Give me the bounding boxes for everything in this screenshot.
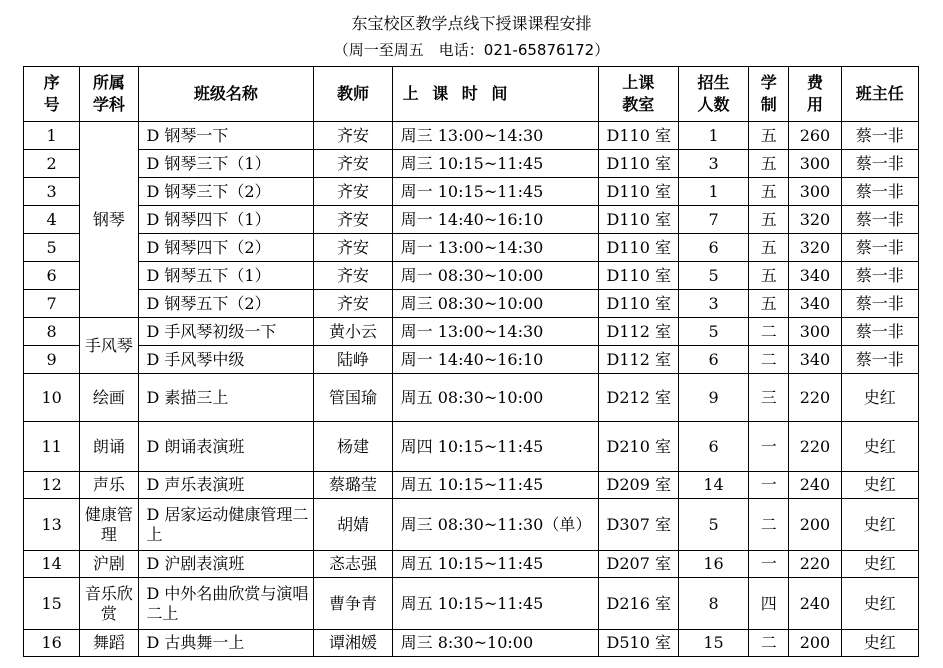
cell-term: 五 bbox=[749, 150, 789, 178]
schedule-table bbox=[23, 66, 919, 657]
cell-class-name: D 居家运动健康管理二上 bbox=[138, 499, 314, 551]
cell-enroll: 15 bbox=[678, 630, 748, 657]
cell-enroll: 7 bbox=[678, 206, 748, 234]
cell-room: D216 室 bbox=[598, 578, 678, 630]
cell-teacher: 杨建 bbox=[314, 422, 392, 472]
header-time: 上 课 时 间 bbox=[392, 67, 598, 122]
table-row bbox=[24, 262, 919, 290]
cell-class-name: D 钢琴三下（1） bbox=[138, 150, 314, 178]
cell-term: 四 bbox=[749, 578, 789, 630]
cell-head-teacher: 蔡一非 bbox=[841, 122, 918, 150]
cell-seq: 10 bbox=[24, 374, 80, 422]
cell-head-teacher: 蔡一非 bbox=[841, 234, 918, 262]
cell-seq: 15 bbox=[24, 578, 80, 630]
cell-fee: 220 bbox=[789, 374, 841, 422]
cell-seq: 9 bbox=[24, 346, 80, 374]
cell-teacher: 曹争青 bbox=[314, 578, 392, 630]
table-row bbox=[24, 122, 919, 150]
header-term: 学 制 bbox=[749, 67, 789, 122]
cell-fee: 200 bbox=[789, 499, 841, 551]
cell-teacher: 管国瑜 bbox=[314, 374, 392, 422]
header-row bbox=[24, 67, 919, 122]
cell-fee: 240 bbox=[789, 472, 841, 499]
cell-seq: 2 bbox=[24, 150, 80, 178]
cell-time: 周三 08:30~10:00 bbox=[392, 290, 598, 318]
cell-subject: 沪剧 bbox=[80, 551, 138, 578]
cell-teacher: 陆峥 bbox=[314, 346, 392, 374]
cell-subject: 健康管理 bbox=[80, 499, 138, 551]
cell-time: 周五 10:15~11:45 bbox=[392, 551, 598, 578]
header-teacher: 教师 bbox=[314, 67, 392, 122]
cell-room: D110 室 bbox=[598, 150, 678, 178]
cell-seq: 16 bbox=[24, 630, 80, 657]
cell-head-teacher: 史红 bbox=[841, 551, 918, 578]
cell-subject: 绘画 bbox=[80, 374, 138, 422]
cell-subject: 舞蹈 bbox=[80, 630, 138, 657]
cell-time: 周一 14:40~16:10 bbox=[392, 206, 598, 234]
cell-head-teacher: 史红 bbox=[841, 630, 918, 657]
cell-head-teacher: 蔡一非 bbox=[841, 290, 918, 318]
cell-teacher: 齐安 bbox=[314, 262, 392, 290]
cell-time: 周五 10:15~11:45 bbox=[392, 472, 598, 499]
cell-head-teacher: 蔡一非 bbox=[841, 206, 918, 234]
table-row bbox=[24, 150, 919, 178]
cell-enroll: 5 bbox=[678, 499, 748, 551]
cell-class-name: D 钢琴三下（2） bbox=[138, 178, 314, 206]
cell-seq: 4 bbox=[24, 206, 80, 234]
cell-fee: 260 bbox=[789, 122, 841, 150]
cell-fee: 220 bbox=[789, 422, 841, 472]
cell-term: 五 bbox=[749, 122, 789, 150]
cell-teacher: 齐安 bbox=[314, 206, 392, 234]
cell-seq: 14 bbox=[24, 551, 80, 578]
cell-seq: 3 bbox=[24, 178, 80, 206]
cell-room: D112 室 bbox=[598, 318, 678, 346]
cell-class-name: D 朗诵表演班 bbox=[138, 422, 314, 472]
cell-enroll: 1 bbox=[678, 178, 748, 206]
cell-teacher: 忞志强 bbox=[314, 551, 392, 578]
cell-teacher: 黄小云 bbox=[314, 318, 392, 346]
table-row bbox=[24, 346, 919, 374]
cell-seq: 5 bbox=[24, 234, 80, 262]
cell-time: 周一 13:00~14:30 bbox=[392, 318, 598, 346]
cell-room: D110 室 bbox=[598, 206, 678, 234]
cell-head-teacher: 蔡一非 bbox=[841, 346, 918, 374]
cell-seq: 8 bbox=[24, 318, 80, 346]
cell-seq: 1 bbox=[24, 122, 80, 150]
cell-time: 周一 13:00~14:30 bbox=[392, 234, 598, 262]
cell-room: D510 室 bbox=[598, 630, 678, 657]
cell-term: 五 bbox=[749, 234, 789, 262]
cell-room: D112 室 bbox=[598, 346, 678, 374]
cell-class-name: D 手风琴初级一下 bbox=[138, 318, 314, 346]
cell-class-name: D 钢琴一下 bbox=[138, 122, 314, 150]
cell-room: D207 室 bbox=[598, 551, 678, 578]
table-row bbox=[24, 290, 919, 318]
cell-time: 周一 10:15~11:45 bbox=[392, 178, 598, 206]
cell-enroll: 3 bbox=[678, 150, 748, 178]
cell-fee: 340 bbox=[789, 346, 841, 374]
cell-fee: 340 bbox=[789, 262, 841, 290]
cell-enroll: 14 bbox=[678, 472, 748, 499]
cell-term: 二 bbox=[749, 346, 789, 374]
cell-term: 二 bbox=[749, 318, 789, 346]
cell-class-name: D 钢琴五下（1） bbox=[138, 262, 314, 290]
cell-seq: 7 bbox=[24, 290, 80, 318]
cell-enroll: 9 bbox=[678, 374, 748, 422]
cell-term: 五 bbox=[749, 262, 789, 290]
cell-room: D307 室 bbox=[598, 499, 678, 551]
cell-time: 周三 8:30~10:00 bbox=[392, 630, 598, 657]
cell-room: D210 室 bbox=[598, 422, 678, 472]
cell-term: 五 bbox=[749, 290, 789, 318]
cell-head-teacher: 蔡一非 bbox=[841, 318, 918, 346]
cell-head-teacher: 史红 bbox=[841, 578, 918, 630]
header-head-teacher: 班主任 bbox=[841, 67, 918, 122]
cell-room: D110 室 bbox=[598, 234, 678, 262]
cell-term: 一 bbox=[749, 422, 789, 472]
cell-head-teacher: 史红 bbox=[841, 422, 918, 472]
cell-fee: 340 bbox=[789, 290, 841, 318]
table-row bbox=[24, 178, 919, 206]
cell-teacher: 蔡璐莹 bbox=[314, 472, 392, 499]
cell-class-name: D 钢琴四下（2） bbox=[138, 234, 314, 262]
header-fee: 费 用 bbox=[789, 67, 841, 122]
cell-teacher: 齐安 bbox=[314, 122, 392, 150]
page-subtitle: （周一至周五 电话：021-65876172） bbox=[333, 41, 610, 59]
cell-fee: 320 bbox=[789, 206, 841, 234]
cell-room: D110 室 bbox=[598, 290, 678, 318]
table-row bbox=[24, 318, 919, 346]
cell-subject: 声乐 bbox=[80, 472, 138, 499]
table-row bbox=[24, 551, 919, 578]
table-row bbox=[24, 374, 919, 422]
cell-teacher: 胡婧 bbox=[314, 499, 392, 551]
cell-class-name: D 沪剧表演班 bbox=[138, 551, 314, 578]
cell-head-teacher: 史红 bbox=[841, 374, 918, 422]
cell-class-name: D 素描三上 bbox=[138, 374, 314, 422]
cell-teacher: 齐安 bbox=[314, 234, 392, 262]
cell-head-teacher: 史红 bbox=[841, 472, 918, 499]
cell-room: D110 室 bbox=[598, 122, 678, 150]
cell-room: D110 室 bbox=[598, 262, 678, 290]
table-row bbox=[24, 630, 919, 657]
cell-enroll: 1 bbox=[678, 122, 748, 150]
cell-term: 五 bbox=[749, 206, 789, 234]
cell-class-name: D 古典舞一上 bbox=[138, 630, 314, 657]
cell-enroll: 5 bbox=[678, 318, 748, 346]
table-row bbox=[24, 499, 919, 551]
cell-head-teacher: 蔡一非 bbox=[841, 150, 918, 178]
table-row bbox=[24, 422, 919, 472]
cell-subject: 朗诵 bbox=[80, 422, 138, 472]
cell-time: 周五 10:15~11:45 bbox=[392, 578, 598, 630]
cell-class-name: D 手风琴中级 bbox=[138, 346, 314, 374]
cell-seq: 11 bbox=[24, 422, 80, 472]
cell-class-name: D 声乐表演班 bbox=[138, 472, 314, 499]
cell-fee: 200 bbox=[789, 630, 841, 657]
cell-term: 二 bbox=[749, 630, 789, 657]
cell-class-name: D 中外名曲欣赏与演唱二上 bbox=[138, 578, 314, 630]
header-seq: 序 号 bbox=[24, 67, 80, 122]
cell-fee: 320 bbox=[789, 234, 841, 262]
cell-teacher: 谭湘媛 bbox=[314, 630, 392, 657]
header-room: 上课 教室 bbox=[598, 67, 678, 122]
cell-term: 二 bbox=[749, 499, 789, 551]
cell-teacher: 齐安 bbox=[314, 290, 392, 318]
table-row bbox=[24, 472, 919, 499]
cell-head-teacher: 蔡一非 bbox=[841, 178, 918, 206]
cell-enroll: 6 bbox=[678, 346, 748, 374]
cell-term: 三 bbox=[749, 374, 789, 422]
cell-enroll: 8 bbox=[678, 578, 748, 630]
cell-time: 周三 08:30~11:30（单） bbox=[392, 499, 598, 551]
cell-enroll: 3 bbox=[678, 290, 748, 318]
cell-enroll: 16 bbox=[678, 551, 748, 578]
cell-seq: 12 bbox=[24, 472, 80, 499]
cell-fee: 300 bbox=[789, 178, 841, 206]
cell-term: 五 bbox=[749, 178, 789, 206]
cell-time: 周三 13:00~14:30 bbox=[392, 122, 598, 150]
cell-teacher: 齐安 bbox=[314, 178, 392, 206]
cell-enroll: 6 bbox=[678, 422, 748, 472]
cell-time: 周五 08:30~10:00 bbox=[392, 374, 598, 422]
table-row bbox=[24, 206, 919, 234]
table-row bbox=[24, 578, 919, 630]
cell-fee: 300 bbox=[789, 150, 841, 178]
table-row bbox=[24, 234, 919, 262]
cell-subject: 音乐欣赏 bbox=[80, 578, 138, 630]
header-class-name: 班级名称 bbox=[138, 67, 314, 122]
cell-teacher: 齐安 bbox=[314, 150, 392, 178]
cell-subject: 手风琴 bbox=[80, 318, 138, 374]
cell-subject: 钢琴 bbox=[80, 122, 138, 318]
cell-fee: 220 bbox=[789, 551, 841, 578]
header-enroll: 招生 人数 bbox=[678, 67, 748, 122]
cell-term: 一 bbox=[749, 551, 789, 578]
cell-enroll: 5 bbox=[678, 262, 748, 290]
cell-time: 周一 08:30~10:00 bbox=[392, 262, 598, 290]
cell-time: 周三 10:15~11:45 bbox=[392, 150, 598, 178]
cell-fee: 240 bbox=[789, 578, 841, 630]
cell-term: 一 bbox=[749, 472, 789, 499]
page-title: 东宝校区教学点线下授课课程安排 bbox=[351, 14, 592, 33]
cell-seq: 13 bbox=[24, 499, 80, 551]
cell-head-teacher: 蔡一非 bbox=[841, 262, 918, 290]
cell-room: D209 室 bbox=[598, 472, 678, 499]
cell-room: D110 室 bbox=[598, 178, 678, 206]
cell-time: 周四 10:15~11:45 bbox=[392, 422, 598, 472]
cell-time: 周一 14:40~16:10 bbox=[392, 346, 598, 374]
cell-room: D212 室 bbox=[598, 374, 678, 422]
cell-class-name: D 钢琴四下（1） bbox=[138, 206, 314, 234]
cell-seq: 6 bbox=[24, 262, 80, 290]
cell-class-name: D 钢琴五下（2） bbox=[138, 290, 314, 318]
header-subject: 所属 学科 bbox=[80, 67, 138, 122]
cell-enroll: 6 bbox=[678, 234, 748, 262]
cell-fee: 300 bbox=[789, 318, 841, 346]
cell-head-teacher: 史红 bbox=[841, 499, 918, 551]
